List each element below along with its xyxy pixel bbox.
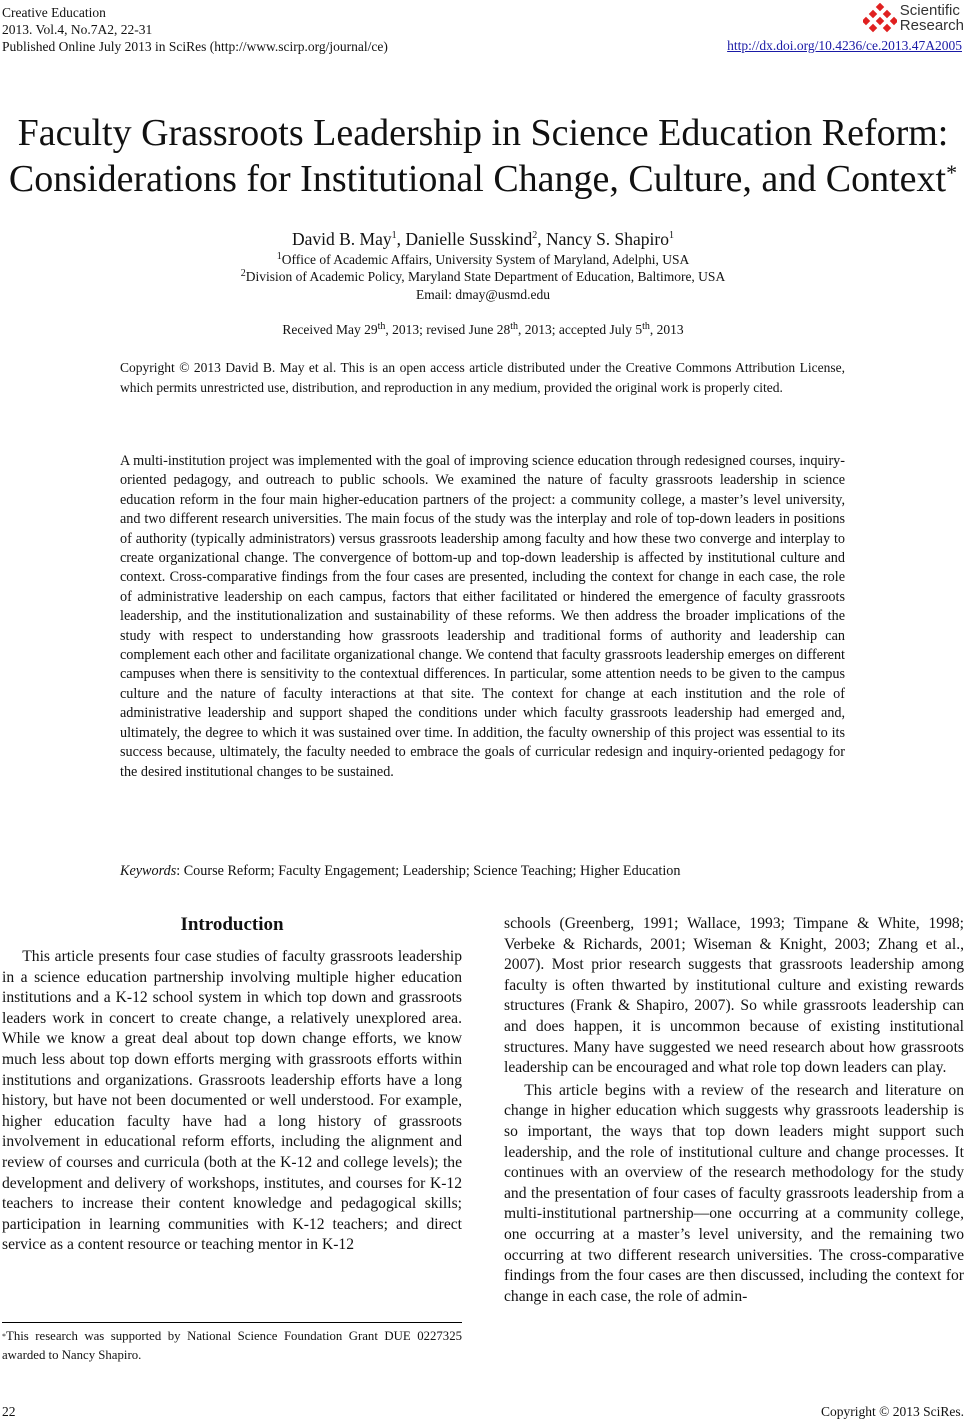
- publisher-name-line2: Research: [899, 17, 964, 34]
- intro-paragraph-1: This article presents four case studies of faculty grassroots leadership in a science education partnership involving multiple higher education institutions and a K-12 school system in which top down and grassroots leaders work in concert to create change, a relatively unexplored area. While we know a great deal about top down change efforts, we know much less about top down efforts merging with grassroots efforts within institutions and organizations. Grassroots leadership efforts have a long history, but have not been documented or well understood. For example, higher education faculty have had a long history of grassroots involvement in educational reform efforts, including the alignment and review of courses and curricula (both at the K-12 and college levels); the development and delivery of workshops, institutes, and courses for K-12 teachers to increase their content knowledge and pedagogical skills; participation in learning communities with K-12 teachers; and direct service as a content resource or teaching mentor in K-12: [2, 948, 462, 1254]
- title-line-1: Faculty Grassroots Leadership in Science Education Reform:: [17, 112, 949, 154]
- footnote-divider: [2, 1322, 462, 1323]
- publisher-logo: [863, 0, 964, 36]
- affiliation-2: $^2$Division of Academic Policy, Maryland State Department of Education, Baltimore, USA: [240, 268, 726, 284]
- section-heading-introduction: Introduction: [180, 914, 284, 935]
- author-email: Email: dmay@usmd.edu: [416, 287, 550, 302]
- journal-header: [2, 4, 388, 55]
- author-2: Danielle Susskind: [405, 229, 533, 249]
- right-column: [504, 914, 964, 1307]
- title-footnote-mark: *: [946, 160, 958, 185]
- author-3-affil: 1: [669, 230, 674, 241]
- author-list: David B. May$^1$, Danielle Susskind$^2$, Nancy S. Shapiro$^1$: [291, 229, 674, 249]
- article-title: [0, 110, 966, 202]
- page-number: 22: [2, 1404, 16, 1419]
- affiliation-1: $^1$Office of Academic Affairs, University System of Maryland, Adelphi, USA: [276, 251, 690, 267]
- intro-paragraph-2: This article begins with a review of the research and literature on change in higher education which suggests why grassroots leadership is so important, the ways that top down leaders might support such leadership, and the role of institutional culture and change processes. It continues with an overview of the research methodology for the study and the presentation of four cases of faculty grassroots leadership from a multi-institutional partnership—one occurring at a community college, one occurring at a master’s level university, and the remaining two occurring at two different research universities. The cross-comparative findings from the four cases are then discussed, including the context for change in each case, the role of admin-: [504, 1081, 964, 1305]
- article-dates: Received May 29th, 2013; revised June 28th, 2013; accepted July 5th, 2013: [282, 321, 684, 337]
- copyright-notice: Copyright © 2013 David B. May et al. This is an open access article distributed under the Creative Commons Attribution License, which permits unrestricted use, distribution, and reproduction in any medium, provided the original work is properly cited.: [120, 360, 845, 395]
- author-2-affil: 2: [532, 230, 538, 241]
- doi-link[interactable]: http://dx.doi.org/10.4236/ce.2013.47A2005: [727, 38, 962, 53]
- left-column: [2, 912, 462, 1256]
- author-1-affil: 1: [391, 230, 397, 241]
- intro-paragraph-1-continued: schools (Greenberg, 1991; Wallace, 1993; Timpane & White, 1998; Verbeke & Richards, 2001; Wiseman & Knight, 2003; Zhang et al., 2007). Most prior research suggests that grassroots leadership among faculty is often thwarted by institutional culture and existing rewards structures (Frank & Shapiro, 2007). So while grassroots leadership can and does happen, it is uncommon because of existing institutional structures. Many have suggested we need research about how grassroots leadership can be encouraged and what role top down leaders can play.: [504, 915, 964, 1077]
- publisher-name: [900, 3, 964, 33]
- publication-info: Published Online July 2013 in SciRes (http://www.scirp.org/journal/ce): [2, 39, 388, 54]
- scientific-research-logo-icon: [863, 3, 897, 33]
- abstract: A multi-institution project was implemented with the goal of improving science education through redesigned courses, inquiry-oriented pedagogy, and outreach to public schools. We examined the nature of faculty grassroots leadership in science education reform in the four main higher-education partners of the project: a community college, a master’s level university, and two different research universities. The main focus of the study was the interplay and role of top-down leaders in positions of authority (typically administrators) versus grassroots leadership among faculty and how these two converge and interplay to create organizational change. The convergence of bottom-up and top-down leadership is affected by institutional culture and context. Cross-comparative findings from the four cases are presented, including the context for change in each case, the role of administrative leadership on each campus, factors that either facilitated or hindered the emergence of faculty grassroots leadership, and the institutionalization and sustainability of these reforms. We then address the broader implications of the study with respect to understanding how grassroots leadership and traditional forms of authority and leadership can complement each other and facilitate organizational change. We contend that faculty grassroots leadership emerges on different campuses when there is sensitivity to the contextual differences. In particular, some attention needs to be given to the campus culture and the nature of faculty interactions at that site. The context for change at each institution and the role of administrative leadership and support shaped the conditions under which faculty grassroots leadership had emerged and, ultimately, the degree to which it was sustained over time. In addition, the faculty ownership of this project was essential to its success because, ultimately, the faculty needed to embrace the goals of curricular redesign and inquiry-oriented pedagogy for the desired institutional changes to be sustained.: [120, 453, 845, 780]
- journal-volume: 2013. Vol.4, No.7A2, 22-31: [2, 22, 153, 37]
- title-line-2: Considerations for Institutional Change, Culture, and Context: [8, 158, 947, 200]
- author-1: David B. May: [291, 229, 392, 249]
- author-3: Nancy S. Shapiro: [546, 229, 669, 249]
- footer-copyright: Copyright © 2013 SciRes.: [820, 1404, 964, 1419]
- publisher-name-line1: Scientific: [899, 2, 960, 19]
- funding-footnote: *This research was supported by National Science Foundation Grant DUE 0227325 awarded to Nancy Shapiro.: [2, 1329, 462, 1362]
- keywords-list: : Course Reform; Faculty Engagement; Leadership; Science Teaching; Higher Education: [176, 863, 681, 879]
- journal-name: Creative Education: [2, 5, 106, 20]
- keywords-label: Keywords: [120, 863, 177, 879]
- keywords: [120, 861, 845, 881]
